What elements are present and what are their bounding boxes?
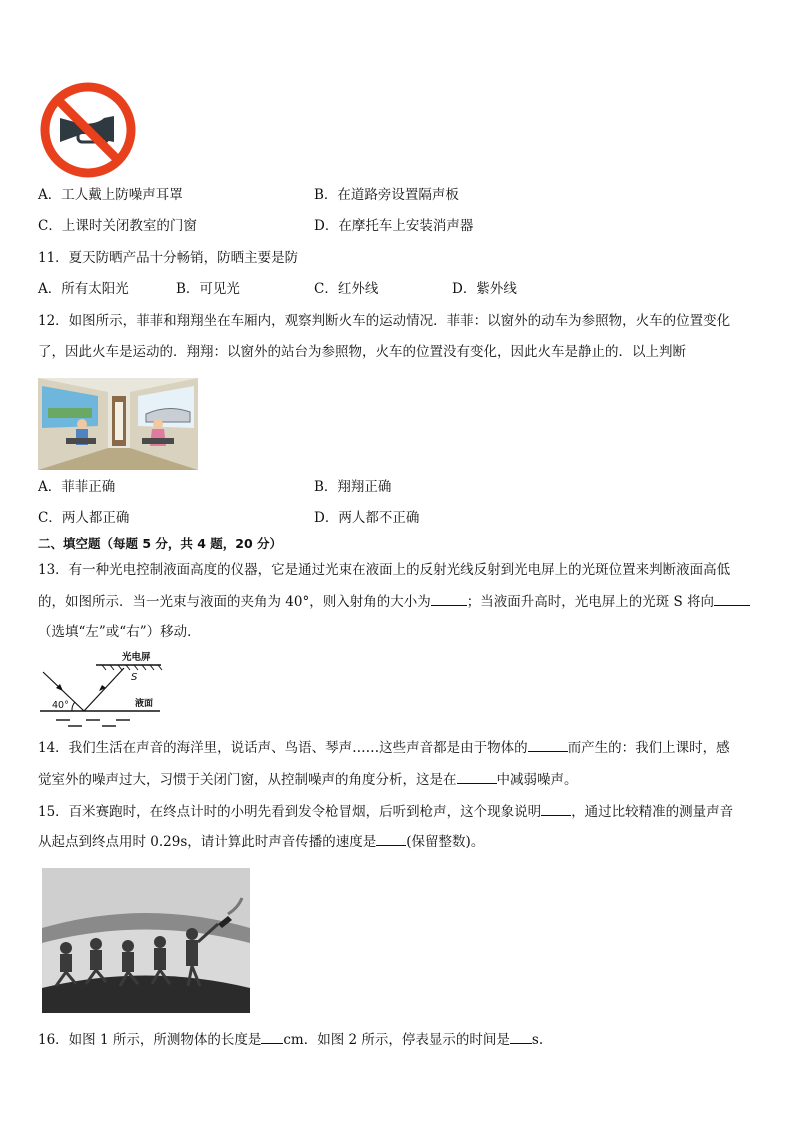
q12-option-b[interactable]: B．翔翔正确 [314, 479, 392, 495]
q16-text-c: s. [531, 1032, 544, 1048]
q15-line1 [38, 801, 733, 822]
q11-stem: 11．夏天防晒产品十分畅销，防晒主要是防 [38, 250, 299, 266]
no-horn-sign-image [38, 80, 138, 180]
q14-text-c: 觉室外的噪声过大，习惯于关闭门窗，从控制噪声的角度分析，这是在 [38, 772, 457, 788]
q11-option-d[interactable]: D．紫外线 [452, 281, 517, 297]
q13-text-b: ；当液面升高时，光电屏上的光斑 S 将向 [466, 594, 715, 610]
q15-text-b: ，通过比较精准的测量声音 [571, 804, 734, 820]
q13-line1: 13．有一种光电控制液面高度的仪器，它是通过光束在液面上的反射光线反射到光电屏上的光斑位置来判断液面高低 [38, 562, 731, 578]
q14-blank-path[interactable] [457, 769, 497, 784]
q13-blank-direction[interactable] [714, 591, 750, 606]
screen-label: 光电屏 [122, 652, 151, 663]
q14-text-d: 中减弱噪声。 [496, 772, 578, 788]
q14-line1 [38, 737, 730, 758]
q14-blank-vibration[interactable] [528, 737, 568, 752]
q15-line2 [38, 831, 484, 852]
q15-blank-speed[interactable] [376, 831, 406, 846]
q14-line2 [38, 769, 578, 790]
reflection-diagram [38, 648, 163, 728]
q15-text-d: (保留整数)。 [406, 834, 485, 850]
section-heading: 二、填空题（每题 5 分，共 4 题，20 分） [38, 536, 283, 551]
q12-stem-line1: 12．如图所示，菲菲和翔翔坐在车厢内，观察判断火车的运动情况．菲菲：以窗外的动车为参照物，火车的位置变化 [38, 313, 731, 329]
q16-blank-length[interactable] [261, 1029, 283, 1044]
q11-option-a[interactable]: A．所有太阳光 [38, 281, 129, 297]
q12-option-d[interactable]: D．两人都不正确 [314, 510, 420, 526]
q11-option-c[interactable]: C．红外线 [314, 281, 379, 297]
q10-option-a[interactable]: A．工人戴上防噪声耳罩 [38, 187, 183, 203]
q11-option-b[interactable]: B．可见光 [176, 281, 240, 297]
train-cabin-image [38, 378, 198, 470]
q13-line3: （选填“左”或“右”）移动． [38, 624, 201, 640]
q16-text-b: cm．如图 2 所示，停表显示的时间是 [283, 1032, 510, 1048]
q15-text-a: 15．百米赛跑时，在终点计时的小明先看到发令枪冒烟，后听到枪声，这个现象说明 [38, 804, 542, 820]
q13-blank-angle[interactable] [431, 591, 467, 606]
surface-label: 液面 [135, 699, 154, 709]
q14-text-b: 而产生的：我们上课时，感 [567, 740, 730, 756]
q15-text-c: 从起点到终点用时 0.29s，请计算此时声音传播的速度是 [38, 834, 377, 850]
q14-text-a: 14．我们生活在声音的海洋里，说话声、鸟语、琴声……这些声音都是由于物体的 [38, 740, 528, 756]
q16-text-a: 16．如图 1 所示，所测物体的长度是 [38, 1032, 262, 1048]
spot-label: S [131, 672, 138, 683]
q12-option-c[interactable]: C．两人都正确 [38, 510, 130, 526]
q12-option-a[interactable]: A．菲菲正确 [38, 479, 116, 495]
q13-line2 [38, 591, 750, 612]
q16-blank-time[interactable] [510, 1029, 532, 1044]
sprint-race-image [42, 868, 250, 1013]
q10-option-c[interactable]: C．上课时关闭教室的门窗 [38, 218, 197, 234]
q10-option-d[interactable]: D．在摩托车上安装消声器 [314, 218, 474, 234]
q13-text-a: 的，如图所示．当一光束与液面的夹角为 40°，则入射角的大小为 [38, 594, 431, 610]
angle-label: 40° [52, 700, 69, 711]
q12-stem-line2: 了，因此火车是运动的．翔翔：以窗外的站台为参照物，火车的位置没有变化，因此火车是静止的．以上判断 [38, 344, 686, 360]
q15-blank-conclusion[interactable] [541, 801, 571, 816]
q10-option-b[interactable]: B．在道路旁设置隔声板 [314, 187, 459, 203]
q16-line [38, 1029, 543, 1050]
